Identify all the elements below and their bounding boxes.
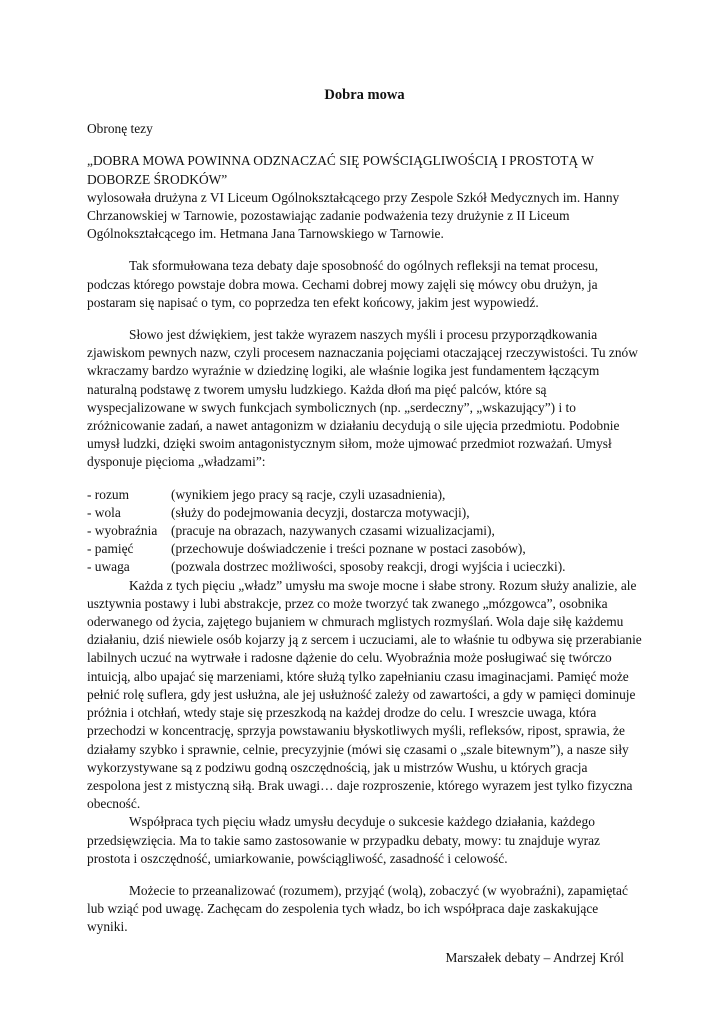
list-item xyxy=(87,522,642,540)
paragraph-2: Słowo jest dźwiękiem, jest także wyrazem naszych myśli i procesu przyporządkowania zjawiskom pewnych nazw, czyli procesem naznaczania pojęciami otaczającej rzeczywistości. Tu znów wkraczamy bardzo wyraźnie w dziedzinę logiki, ale właśnie logika jest fundamentem łączącym naturalną podstawę z tworem umysłu ludzkiego. Każda dłoń ma pięć palców, które są wyspecjalizowane w swych funkcjach symbolicznych (np. „serdeczny”, „wskazujący”) i to zróżnicowanie zadań, a nawet antagonizm w działaniu decydują o sile ujęcia przedmiotu. Podobnie umysł ludzki, dzięki swoim antagonistycznym siłom, może ujmować przedmiot rozważań. Umysł dysponuje pięcioma „władzami”: xyxy=(87,327,638,470)
faculty-description: (wynikiem jego pracy są racje, czyli uzasadnienia), xyxy=(171,486,446,502)
faculty-description: (pozwala dostrzec możliwości, sposoby reakcji, drogi wyjścia i ucieczki). xyxy=(171,559,566,575)
intro-line: Obronę tezy xyxy=(87,121,153,137)
thesis-text: „DOBRA MOWA POWINNA ODZNACZAĆ SIĘ POWŚCIĄGLIWOŚCIĄ I PROSTOTĄ W DOBORZE ŚRODKÓW” xyxy=(87,153,594,187)
document-body xyxy=(87,86,642,967)
assignment-text: wylosowała drużyna z VI Liceum Ogólnokształcącego przy Zespole Szkół Medycznych im. Hanny Chrzanowskiej w Tarnowie, pozostawiając zadanie podważenia tezy drużynie z II Liceum Ogólnokształcącego im. Hetmana Jana Tarnowskiego w Tarnowie. xyxy=(87,189,620,242)
faculty-term: - wyobraźnia xyxy=(87,523,158,539)
paragraph-4: Współpraca tych pięciu władz umysłu decyduje o sukcesie każdego działania, każdego przedsięwzięcia. Ma to takie samo zastosowanie w przypadku debaty, mowy: tu znajduje wyraz prostota i oszczędność, umiarkowanie, powściągliwość, zasadność i celowość. xyxy=(87,814,601,866)
faculty-term: - rozum xyxy=(87,486,130,502)
faculty-description: (przechowuje doświadczenie i treści poznane w postaci zasobów), xyxy=(171,541,526,557)
paragraph-5: Możecie to przeanalizować (rozumem), przyjąć (wolą), zobaczyć (w wyobraźni), zapamiętać lub wziąć pod uwagę. Zachęcam do zespolenia tych władz, bo ich współpraca daje zaskakujące wyniki. xyxy=(87,882,628,935)
paragraph-1: Tak sformułowana teza debaty daje sposobność do ogólnych refleksji na temat procesu, podczas którego powstaje dobra mowa. Cechami dobrej mowy zajęli się mówcy obu drużyn, ja postaram się napisać o tym, co poprzedza ten efekt końcowy, jakim jest wypowiedź. xyxy=(87,258,599,310)
signature: Marszałek debaty – Andrzej Król xyxy=(445,949,624,965)
faculty-description: (pracuje na obrazach, nazywanych czasami wizualizacjami), xyxy=(171,523,495,539)
list-item xyxy=(87,540,642,558)
faculty-term: - pamięć xyxy=(87,541,134,557)
paragraph-3: Każda z tych pięciu „władz” umysłu ma swoje mocne i słabe strony. Rozum służy analizie, ale usztywnia postawy i lubi abstrakcje, przez co może tworzyć tak zwanego „mózgowca”, osobnika oderwanego od życia, zajętego bujaniem w chmurach mglistych rozmyślań. Wola daje siłę każdemu działaniu, dziś niewiele osób kojarzy ją z sercem i uczuciami, ale to właśnie tu odbywa się przerabianie labilnych uczuć na wytrwałe i radosne dążenie do celu. Wyobraźnia może posługiwać się twórczo intuicją, albo upajać się marzeniami, które służą tylko zapełnianiu czasu imaginacjami. Pamięć może pełnić rolę suflera, gdy jest usłużna, ale jej usłużność zależy od zawartości, a gdy w pamięci dominuje próżnia i otchłań, wtedy staje się przeszkodą na każdej drodze do celu. I wreszcie uwaga, która przechodzi w koncentrację, sprzyja powstawaniu błyskotliwych myśli, refleksów, ripost, sprawia, że działamy szybko i sprawnie, celnie, precyzyjnie (mówi się czasami o „szale bitewnym”), a nasze siły wykorzystywane są z podziwu godną oszczędnością, jak u mistrzów Wushu, u których gracja zespolona jest z mistyczną siłą. Brak uwagi… daje rozproszenie, którego wyrazem jest tylko fizyczna obecność. xyxy=(87,577,642,812)
list-item xyxy=(87,558,642,576)
document-title: Dobra mowa xyxy=(324,87,405,103)
faculty-term: - wola xyxy=(87,504,121,520)
faculties-list xyxy=(87,486,642,577)
faculty-term: - uwaga xyxy=(87,559,130,575)
faculty-description: (służy do podejmowania decyzji, dostarcza motywacji), xyxy=(171,504,470,520)
list-item xyxy=(87,504,642,522)
list-item xyxy=(87,486,642,504)
